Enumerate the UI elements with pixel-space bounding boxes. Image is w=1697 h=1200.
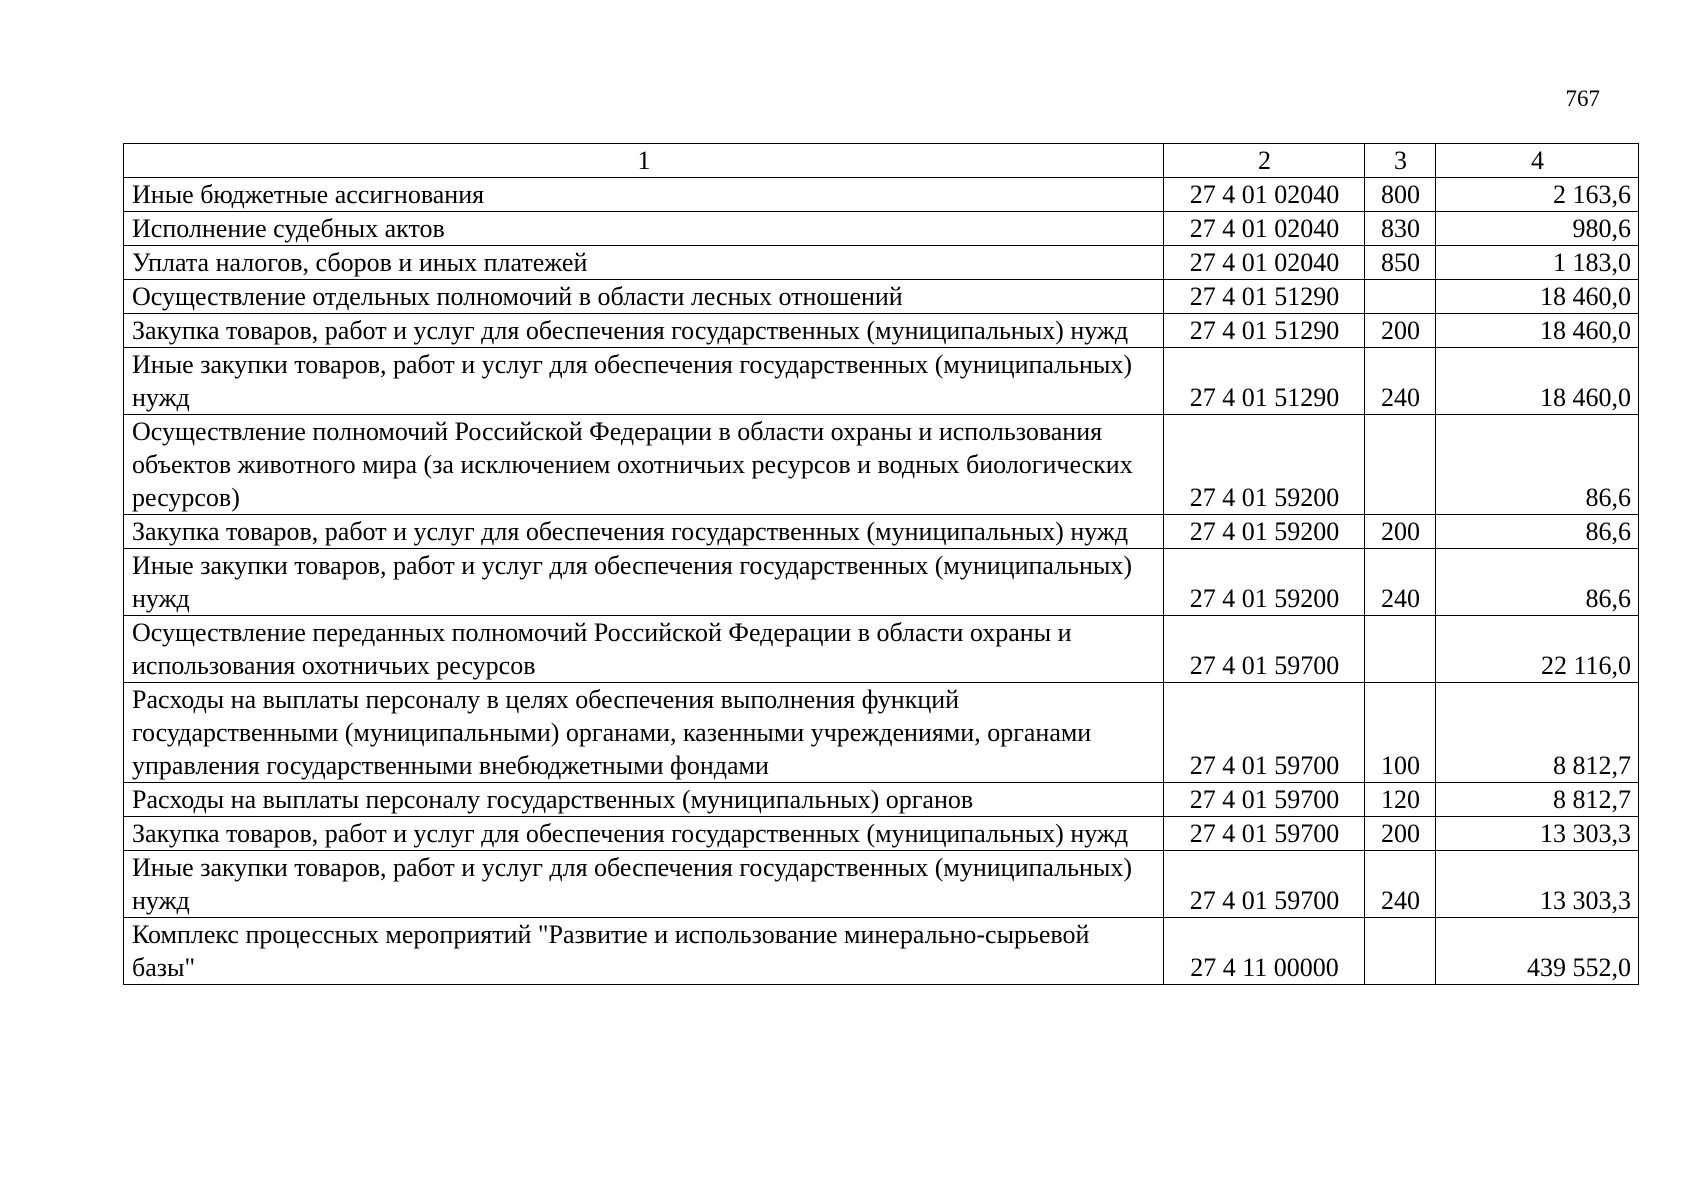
row-type: 200: [1365, 515, 1436, 549]
row-name: Закупка товаров, работ и услуг для обеспечения государственных (муниципальных) нужд: [124, 314, 1164, 348]
row-type: 240: [1365, 851, 1436, 918]
row-code: 27 4 01 51290: [1164, 348, 1365, 415]
row-code: 27 4 01 59700: [1164, 851, 1365, 918]
row-type: [1365, 415, 1436, 515]
table-row: [124, 783, 1639, 817]
row-code: 27 4 01 59700: [1164, 783, 1365, 817]
table-row: [124, 314, 1639, 348]
row-type: 830: [1365, 212, 1436, 246]
row-sum: 8 812,7: [1436, 783, 1639, 817]
table-row: [124, 918, 1639, 985]
row-code: 27 4 11 00000: [1164, 918, 1365, 985]
row-type: 240: [1365, 348, 1436, 415]
row-type: 800: [1365, 178, 1436, 212]
row-sum: 439 552,0: [1436, 918, 1639, 985]
row-code: 27 4 01 02040: [1164, 178, 1365, 212]
row-name: Иные закупки товаров, работ и услуг для обеспечения государственных (муниципальных) нужд: [124, 549, 1164, 616]
row-name: Иные закупки товаров, работ и услуг для обеспечения государственных (муниципальных) нужд: [124, 348, 1164, 415]
header-cell: 1: [124, 144, 1164, 178]
row-sum: 86,6: [1436, 415, 1639, 515]
table-row: [124, 280, 1639, 314]
table-row: [124, 817, 1639, 851]
table-row: [124, 178, 1639, 212]
row-sum: 8 812,7: [1436, 683, 1639, 783]
row-code: 27 4 01 59200: [1164, 515, 1365, 549]
table-row: [124, 415, 1639, 515]
row-sum: 13 303,3: [1436, 817, 1639, 851]
row-code: 27 4 01 59200: [1164, 549, 1365, 616]
row-name: Расходы на выплаты персоналу государственных (муниципальных) органов: [124, 783, 1164, 817]
row-code: 27 4 01 59700: [1164, 683, 1365, 783]
row-code: 27 4 01 59700: [1164, 616, 1365, 683]
row-sum: 86,6: [1436, 549, 1639, 616]
row-type: 200: [1365, 314, 1436, 348]
row-sum: 18 460,0: [1436, 314, 1639, 348]
budget-table: [123, 143, 1639, 985]
row-sum: 18 460,0: [1436, 280, 1639, 314]
row-name: Комплекс процессных мероприятий "Развитие и использование минерально-сырьевой базы": [124, 918, 1164, 985]
row-type: 120: [1365, 783, 1436, 817]
row-sum: 980,6: [1436, 212, 1639, 246]
row-type: 240: [1365, 549, 1436, 616]
table-header-row: [124, 144, 1639, 178]
row-name: Иные бюджетные ассигнования: [124, 178, 1164, 212]
row-sum: 86,6: [1436, 515, 1639, 549]
row-code: 27 4 01 59700: [1164, 817, 1365, 851]
header-cell: 2: [1164, 144, 1365, 178]
table-row: [124, 515, 1639, 549]
row-code: 27 4 01 02040: [1164, 212, 1365, 246]
table-row: [124, 246, 1639, 280]
row-type: [1365, 918, 1436, 985]
row-sum: 13 303,3: [1436, 851, 1639, 918]
row-sum: 1 183,0: [1436, 246, 1639, 280]
page-number: 767: [1565, 86, 1600, 111]
row-name: Осуществление переданных полномочий Российской Федерации в области охраны и использования охотничьих ресурсов: [124, 616, 1164, 683]
row-type: 850: [1365, 246, 1436, 280]
row-code: 27 4 01 51290: [1164, 280, 1365, 314]
row-name: Осуществление отдельных полномочий в области лесных отношений: [124, 280, 1164, 314]
table-row: [124, 212, 1639, 246]
row-type: [1365, 616, 1436, 683]
row-name: Уплата налогов, сборов и иных платежей: [124, 246, 1164, 280]
row-name: Расходы на выплаты персоналу в целях обеспечения выполнения функций государственными (муниципальными) органами, казенными учреждениями, органами управления государственными внебюджетными фондами: [124, 683, 1164, 783]
table-row: [124, 348, 1639, 415]
row-type: [1365, 280, 1436, 314]
table-row: [124, 616, 1639, 683]
table-row: [124, 549, 1639, 616]
table-row: [124, 851, 1639, 918]
row-code: 27 4 01 51290: [1164, 314, 1365, 348]
row-code: 27 4 01 02040: [1164, 246, 1365, 280]
row-name: Закупка товаров, работ и услуг для обеспечения государственных (муниципальных) нужд: [124, 515, 1164, 549]
row-sum: 22 116,0: [1436, 616, 1639, 683]
row-type: 200: [1365, 817, 1436, 851]
row-code: 27 4 01 59200: [1164, 415, 1365, 515]
table-row: [124, 683, 1639, 783]
row-name: Иные закупки товаров, работ и услуг для обеспечения государственных (муниципальных) нужд: [124, 851, 1164, 918]
row-name: Осуществление полномочий Российской Федерации в области охраны и использования объектов животного мира (за исключением охотничьих ресурсов и водных биологических ресурсов): [124, 415, 1164, 515]
header-cell: 4: [1436, 144, 1639, 178]
row-name: Исполнение судебных актов: [124, 212, 1164, 246]
row-sum: 18 460,0: [1436, 348, 1639, 415]
row-name: Закупка товаров, работ и услуг для обеспечения государственных (муниципальных) нужд: [124, 817, 1164, 851]
row-type: 100: [1365, 683, 1436, 783]
header-cell: 3: [1365, 144, 1436, 178]
row-sum: 2 163,6: [1436, 178, 1639, 212]
